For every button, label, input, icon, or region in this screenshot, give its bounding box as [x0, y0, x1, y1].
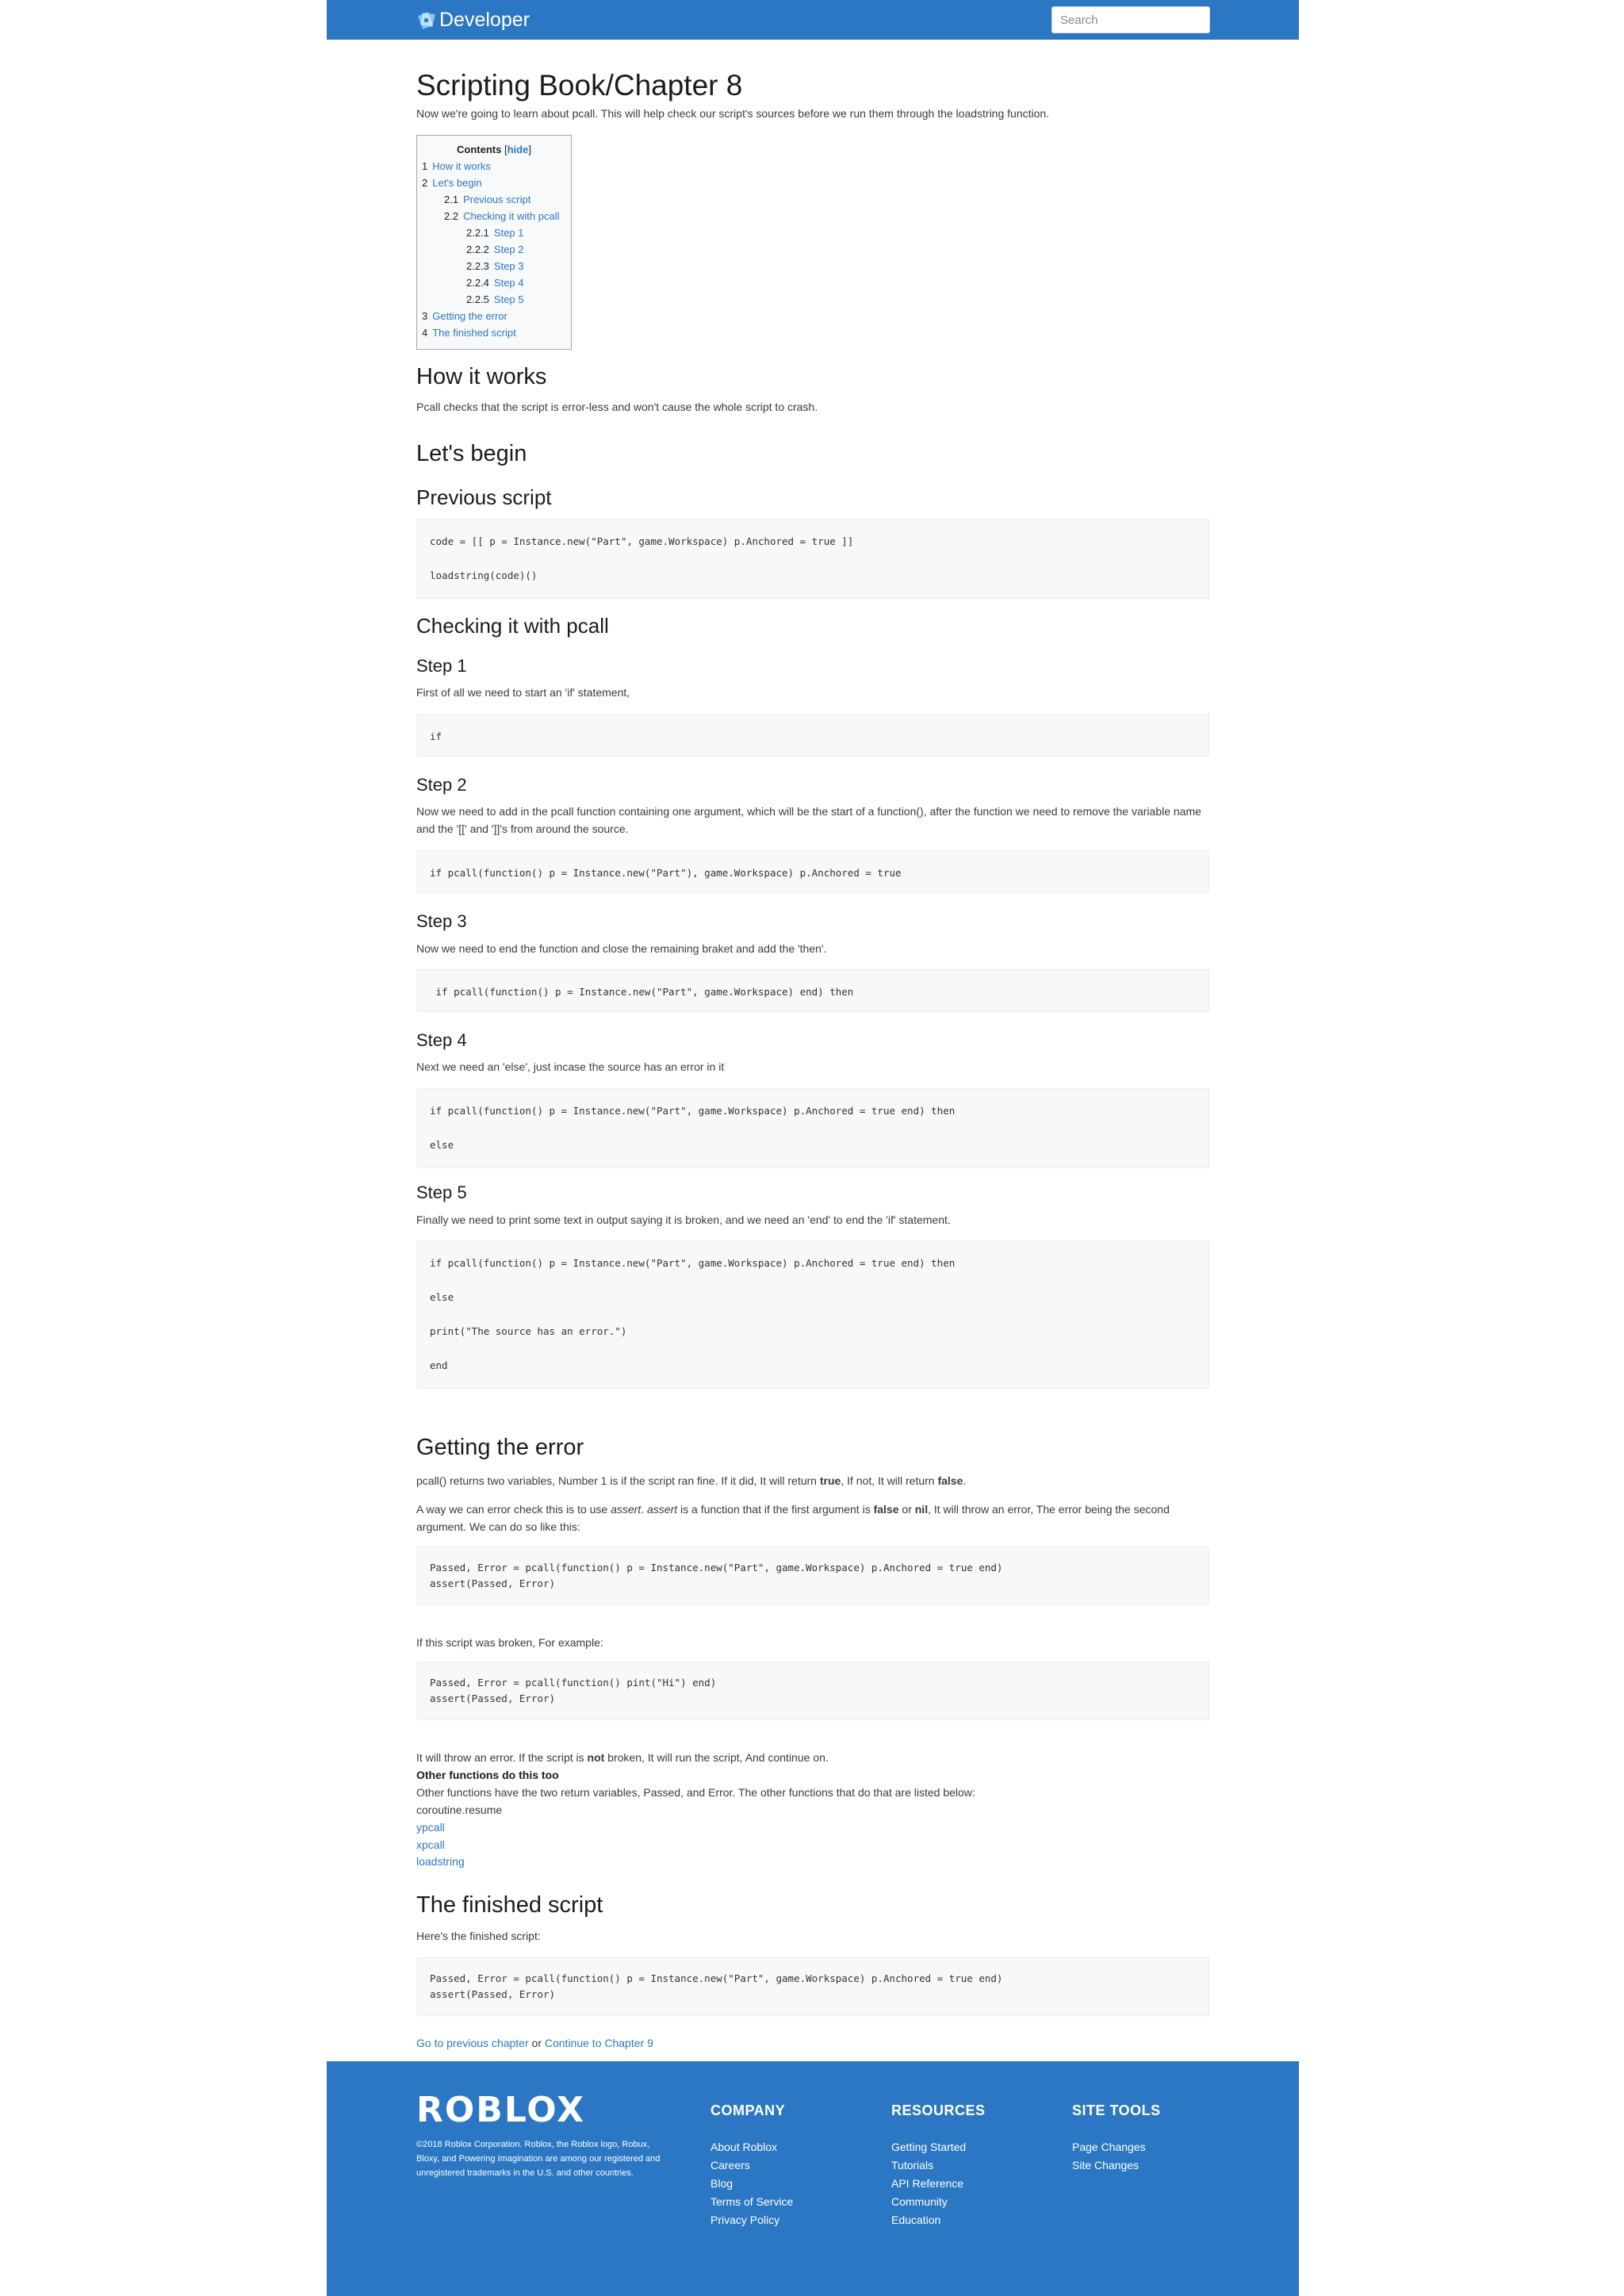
step-5-heading: Step 5 — [416, 1182, 467, 1202]
code-block-broken-example: Passed, Error = pcall(function() pint("Hi") end) assert(Passed, Error) — [416, 1662, 1209, 1720]
footer — [327, 2061, 1299, 2296]
footer-link-blog[interactable]: Blog — [710, 2177, 733, 2190]
footer-col-site-tools-title: SITE TOOLS — [1072, 2102, 1161, 2118]
next-chapter-link[interactable]: Continue to Chapter 9 — [544, 2037, 653, 2049]
step-1-text: First of all we need to start an 'if' statement, — [416, 686, 630, 699]
toc-item[interactable]: 3 Getting the error — [422, 310, 508, 322]
code-block-step-1: if — [416, 714, 1209, 757]
footer-link-careers[interactable]: Careers — [710, 2159, 750, 2171]
copyright-text: ©2018 Roblox Corporation. Roblox, the Roblox logo, Robux, Bloxy, and Powering Imagination are among our registered and unregistered trademarks in the U.S. and other countries. — [416, 2140, 661, 2178]
section-heading-getting-error: Getting the error — [416, 1435, 584, 1460]
getting-error-p1: pcall() returns two variables, Number 1 is if the script ran fine. If it did, It will return true, If not, It will return false. — [416, 1474, 967, 1487]
toc-item[interactable]: 2.2.1 Step 1 — [466, 227, 524, 239]
step-3-heading: Step 3 — [416, 911, 467, 931]
search-input[interactable] — [1051, 6, 1210, 33]
footer-link-site-changes[interactable]: Site Changes — [1072, 2159, 1139, 2171]
footer-link-getting-started[interactable]: Getting Started — [891, 2141, 967, 2153]
how-it-works-text: Pcall checks that the script is error-less and won't cause the whole script to crash. — [416, 401, 818, 413]
section-heading-previous-script: Previous script — [416, 485, 552, 509]
code-block-previous-script: code = [[ p = Instance.new("Part", game.Workspace) p.Anchored = true ]] loadstring(code)() — [416, 519, 1209, 599]
toc-item[interactable]: 2.2 Checking it with pcall — [444, 210, 560, 222]
step-4-heading: Step 4 — [416, 1030, 467, 1050]
code-block-step-4: if pcall(function() p = Instance.new("Part", game.Workspace) p.Anchored = true end) then else — [416, 1088, 1209, 1168]
page — [327, 0, 1299, 2296]
page-title: Scripting Book/Chapter 8 — [416, 69, 743, 102]
roblox-logo-icon[interactable] — [416, 2093, 596, 2125]
footer-link-about[interactable]: About Roblox — [710, 2141, 778, 2153]
link-xpcall[interactable]: xpcall — [416, 1838, 445, 1851]
toc-title: Contents [hide] — [457, 144, 531, 155]
previous-chapter-link[interactable]: Go to previous chapter — [416, 2037, 529, 2049]
toc-item[interactable]: 2 Let's begin — [422, 177, 482, 189]
section-heading-how-it-works: How it works — [416, 364, 547, 389]
table-of-contents — [416, 135, 572, 350]
finished-script-text: Here's the finished script: — [416, 1930, 541, 1942]
section-heading-checking: Checking it with pcall — [416, 614, 609, 638]
other-functions-text: Other functions have the two return variables, Passed, and Error. The other functions that do that are listed below: — [416, 1786, 975, 1799]
code-block-step-2: if pcall(function() p = Instance.new("Part"), game.Workspace) p.Anchored = true — [416, 850, 1209, 893]
code-block-step-5: if pcall(function() p = Instance.new("Part", game.Workspace) p.Anchored = true end) then else print("The source has an error.") end — [416, 1240, 1209, 1389]
toc-item[interactable]: 1 How it works — [422, 160, 491, 172]
brand-title[interactable]: Developer — [439, 9, 530, 31]
code-block-finished-script: Passed, Error = pcall(function() p = Instance.new("Part", game.Workspace) p.Anchored = true end) assert(Passed, Error) — [416, 1957, 1209, 2016]
step-5-text: Finally we need to print some text in output saying it is broken, and we need an 'end' to end the 'if' statement. — [416, 1213, 951, 1226]
link-loadstring[interactable]: loadstring — [416, 1855, 465, 1868]
footer-col-resources-title: RESOURCES — [891, 2102, 986, 2118]
toc-item[interactable]: 2.2.4 Step 4 — [466, 277, 524, 289]
toc-item[interactable]: 2.2.5 Step 5 — [466, 293, 524, 305]
roblox-logo-wordmark: ROBLOX — [416, 2093, 586, 2125]
footer-link-tutorials[interactable]: Tutorials — [891, 2159, 934, 2171]
footer-col-company-title: COMPANY — [710, 2102, 786, 2118]
step-3-text: Now we need to end the function and close the remaining braket and add the 'then'. — [416, 942, 827, 955]
getting-error-p4: It will throw an error. If the script is not broken, It will run the script, And continue on. — [416, 1751, 829, 1764]
step-1-heading: Step 1 — [416, 656, 467, 676]
footer-link-community[interactable]: Community — [891, 2195, 948, 2208]
getting-error-p2: A way we can error check this is to use assert. assert is a function that if the first argument is false or nil, It will throw an error, The error being the second argument. We can do so like this: — [416, 1503, 1170, 1533]
chapter-navigation: Go to previous chapter or Continue to Chapter 9 — [416, 2037, 653, 2049]
section-heading-finished-script: The finished script — [416, 1892, 603, 1918]
toc-item[interactable]: 2.2.3 Step 3 — [466, 260, 524, 272]
toc-item[interactable]: 2.2.2 Step 2 — [466, 243, 524, 255]
toc-item[interactable]: 4 The finished script — [422, 327, 516, 339]
footer-link-privacy[interactable]: Privacy Policy — [710, 2214, 780, 2226]
footer-link-api-reference[interactable]: API Reference — [891, 2177, 964, 2190]
step-4-text: Next we need an 'else', just incase the source has an error in it — [416, 1060, 725, 1073]
toc-hide-link[interactable]: hide — [507, 144, 529, 155]
list-item-coroutine-resume: coroutine.resume — [416, 1803, 503, 1816]
footer-link-education[interactable]: Education — [891, 2214, 941, 2226]
toc-item[interactable]: 2.1 Previous script — [444, 194, 531, 205]
footer-link-terms[interactable]: Terms of Service — [710, 2195, 794, 2208]
link-ypcall[interactable]: ypcall — [416, 1821, 445, 1834]
footer-link-page-changes[interactable]: Page Changes — [1072, 2141, 1146, 2153]
top-navbar — [327, 0, 1299, 40]
step-2-text: Now we need to add in the pcall function containing one argument, which will be the start of a function(), after the function we need to remove the variable name and the '[[' and ']]'s from around the source. — [416, 805, 1201, 835]
getting-error-p3: If this script was broken, For example: — [416, 1636, 603, 1649]
step-2-heading: Step 2 — [416, 775, 467, 795]
code-block-step-3: if pcall(function() p = Instance.new("Part", game.Workspace) end) then — [416, 969, 1209, 1012]
roblox-studio-logo-icon[interactable] — [416, 10, 438, 30]
code-block-assert: Passed, Error = pcall(function() p = Instance.new("Part", game.Workspace) p.Anchored = true end) assert(Passed, Error) — [416, 1547, 1209, 1605]
section-heading-lets-begin: Let's begin — [416, 441, 527, 466]
page-intro: Now we're going to learn about pcall. This will help check our script's sources before we run them through the loadstring function. — [416, 107, 1050, 120]
other-functions-title: Other functions do this too — [416, 1769, 559, 1781]
